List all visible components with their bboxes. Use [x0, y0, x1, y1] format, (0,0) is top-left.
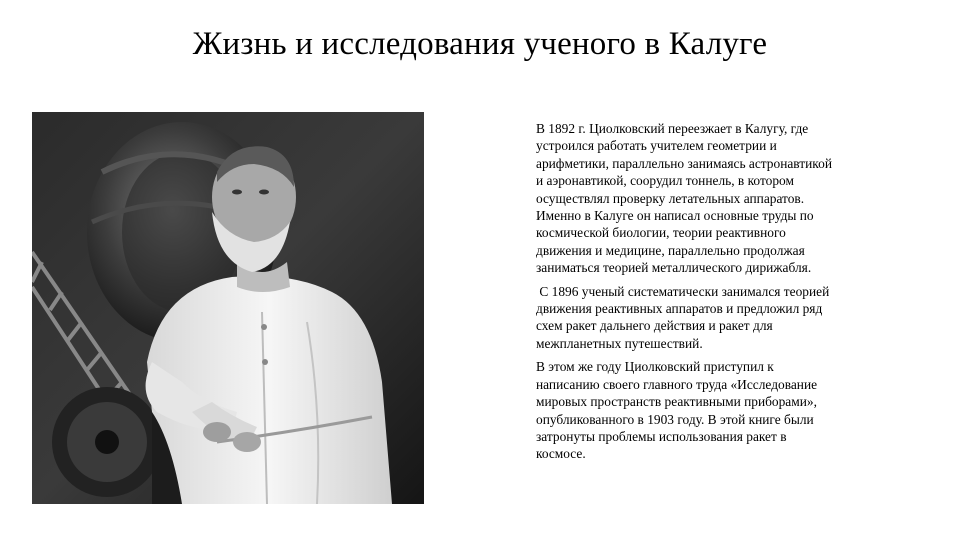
portrait-photo	[32, 112, 424, 504]
slide-title: Жизнь и исследования ученого в Калуге	[192, 26, 768, 62]
body-text	[536, 120, 836, 469]
paragraph-2: С 1896 ученый систематически занимался теорией движения реактивных аппаратов и предложил ряд схем ракет дальнего действия и ракет для межпланетных путешествий.	[536, 283, 833, 351]
paragraph-1: В 1892 г. Циолковский переезжает в Калугу, где устроился работать учителем геометрии и арифметики, параллельно занимаясь астронавтикой и аэронавтикой, соорудил тоннель, в котором осуществлял проверку летательных аппаратов. Именно в Калуге он написал основные труды по космической биологии, теории реактивного движения и медицине, параллельно продолжая заниматься теорией металлического дирижабля.	[536, 121, 832, 276]
paragraph-3: В этом же году Циолковский приступил к написанию своего главного труда «Исследование мировых пространств реактивными приборами», опубликованного в 1903 году. В этой книге были затронуты проблемы использования ракет в космосе.	[536, 359, 818, 462]
